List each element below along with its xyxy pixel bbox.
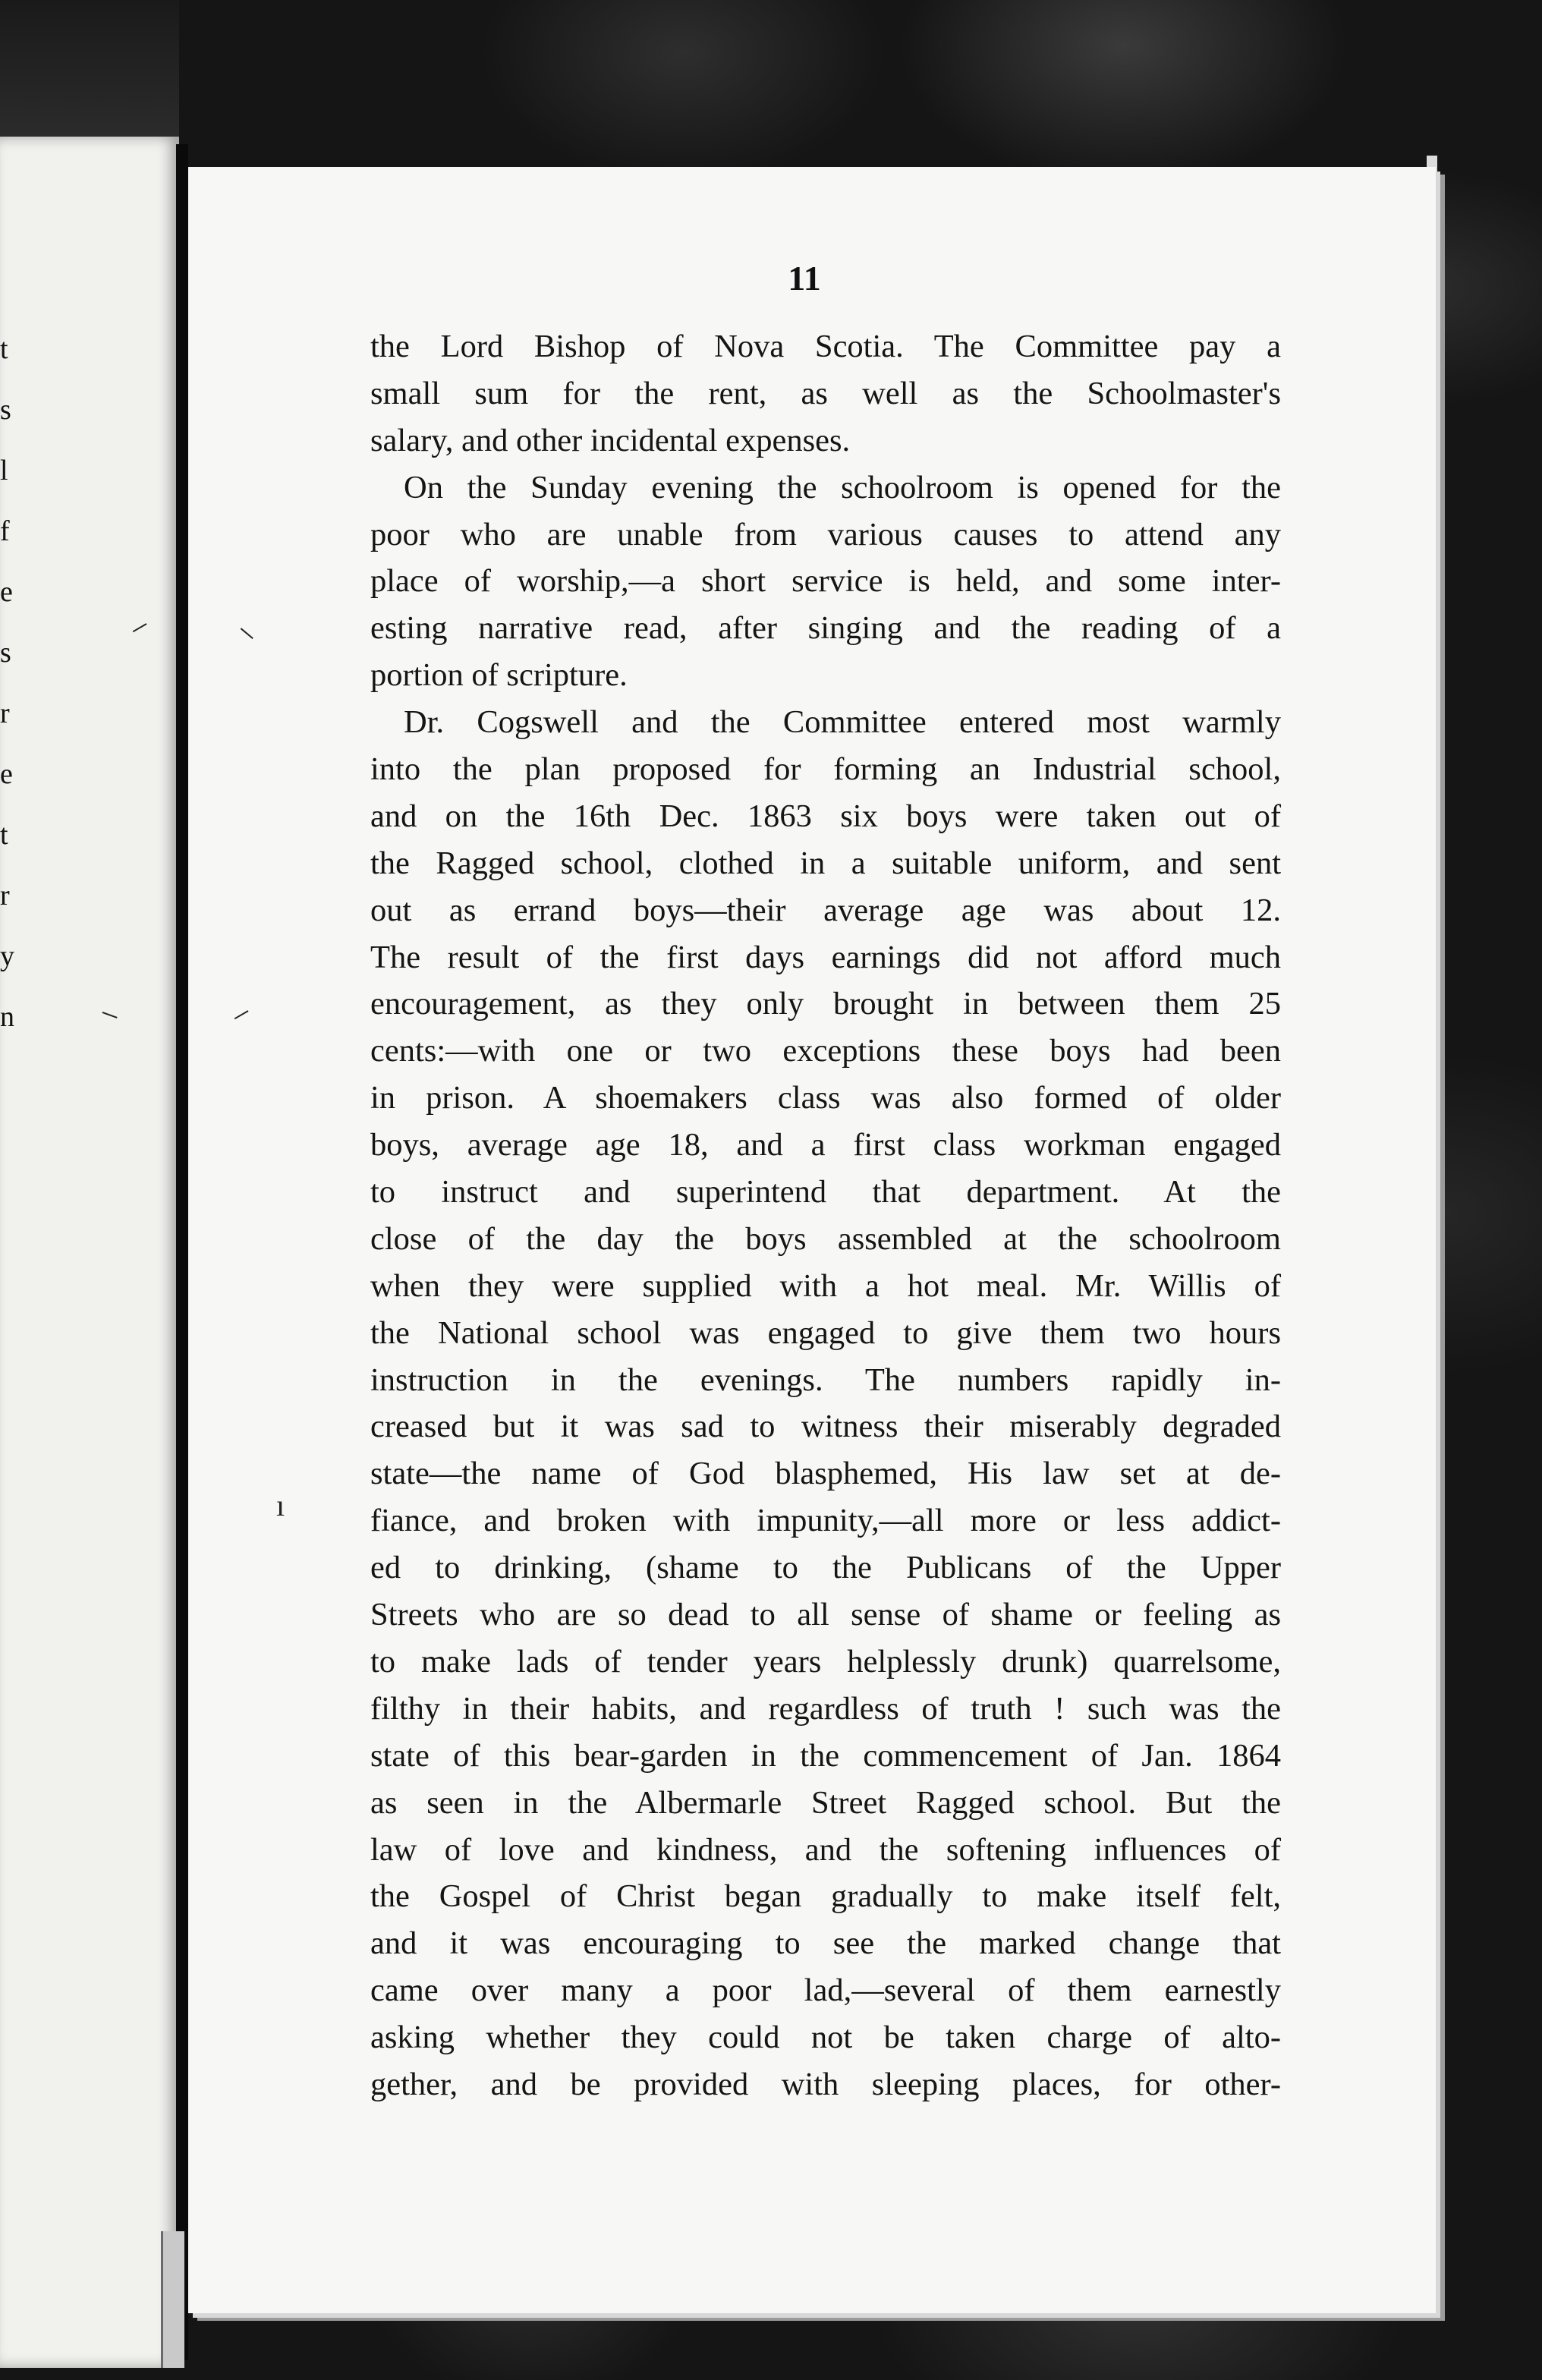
margin-letter: t [0, 333, 8, 365]
margin-letter: n [0, 1001, 14, 1033]
text-line: when they were supplied with a hot meal. Mr. Willis of [370, 1267, 1281, 1304]
text-line: and on the 16th Dec. 1863 six boys were taken out of [370, 798, 1281, 834]
left-page-shadow [0, 0, 179, 137]
text-line: encouragement, as they only brought in between them 25 [370, 986, 1281, 1022]
margin-letter: y [0, 940, 14, 972]
text-line: The result of the first days earnings did not afford much [370, 939, 1281, 975]
text-line: into the plan proposed for forming an Industrial school, [370, 751, 1281, 788]
text-line: cents:—with one or two exceptions these boys had been [370, 1033, 1281, 1069]
text-line: salary, and other incidental expenses. [370, 422, 851, 458]
margin-letter: s [0, 394, 11, 426]
text-line: esting narrative read, after singing and the reading of a [370, 610, 1281, 647]
book-gutter [176, 144, 188, 2360]
text-line: fiance, and broken with impunity,—all more or less addict- [370, 1503, 1281, 1539]
text-line: the Lord Bishop of Nova Scotia. The Committee pay a [370, 329, 1281, 364]
text-line: gether, and be provided with sleeping places, for other- [370, 2066, 1281, 2102]
text-line: as seen in the Albermarle Street Ragged school. But the [370, 1784, 1281, 1821]
text-line: boys, average age 18, and a first class workman engaged [370, 1127, 1281, 1163]
scan-mark: ı [276, 1488, 285, 1522]
text-line: filthy in their habits, and regardless of truth ! such was the [370, 1690, 1281, 1727]
text-line: law of love and kindness, and the softening influences of [370, 1831, 1281, 1868]
text-line: creased but it was sad to witness their miserably degraded [370, 1409, 1281, 1445]
text-line: poor who are unable from various causes to attend any [370, 516, 1281, 552]
text-line: close of the day the boys assembled at the schoolroom [370, 1220, 1281, 1257]
page-body-text [370, 323, 1281, 2108]
text-line: the National school was engaged to give them two hours [370, 1314, 1281, 1351]
scan-mark: ‒ [225, 993, 255, 1031]
scan-mark: ‒ [231, 612, 266, 650]
text-line: instruction in the evenings. The numbers rapidly in- [370, 1362, 1281, 1398]
margin-letter: l [0, 455, 8, 486]
margin-letter: r [0, 697, 10, 729]
text-line: state—the name of God blasphemed, His law set at de- [370, 1456, 1281, 1492]
text-line: in prison. A shoemakers class was also formed of older [370, 1080, 1281, 1116]
margin-letter: s [0, 637, 11, 669]
text-line: Streets who are so dead to all sense of shame or feeling as [370, 1597, 1281, 1633]
margin-letter: e [0, 758, 13, 790]
text-line: small sum for the rent, as well as the Schoolmaster's [370, 375, 1281, 411]
text-line: place of worship,—a short service is held, and some inter- [370, 563, 1281, 600]
text-line: asking whether they could not be taken charge of alto- [370, 2020, 1281, 2056]
binding-edge [161, 2231, 184, 2368]
text-line: ed to drinking, (shame to the Publicans of the Upper [370, 1550, 1281, 1586]
margin-letter: f [0, 515, 10, 547]
left-page [0, 137, 179, 2368]
text-line: the Gospel of Christ began gradually to make itself felt, [370, 1878, 1281, 1915]
text-line: the Ragged school, clothed in a suitable uniform, and sent [370, 845, 1281, 881]
text-line: state of this bear-garden in the commencement of Jan. 1864 [370, 1737, 1281, 1774]
margin-letter: r [0, 880, 10, 911]
page-number: 11 [788, 259, 821, 298]
text-line: came over many a poor lad,—several of them earnestly [370, 1972, 1281, 2009]
text-line: On the Sunday evening the schoolroom is opened for the [404, 469, 1281, 505]
text-line: Dr. Cogswell and the Committee entered most warmly [404, 704, 1281, 741]
text-line: to make lads of tender years helplessly drunk) quarrelsome, [370, 1643, 1281, 1680]
text-line: portion of scripture. [370, 657, 628, 694]
text-line: to instruct and superintend that department. At the [370, 1174, 1281, 1210]
text-line: out as errand boys—their average age was about 12. [370, 892, 1281, 928]
scan-mark: ‒ [97, 993, 124, 1031]
text-line: and it was encouraging to see the marked change that [370, 1925, 1281, 1962]
margin-letter: e [0, 576, 13, 608]
scan-mark: ‒ [123, 606, 153, 644]
margin-letter: t [0, 819, 8, 851]
left-page-margin-text [0, 319, 15, 1047]
